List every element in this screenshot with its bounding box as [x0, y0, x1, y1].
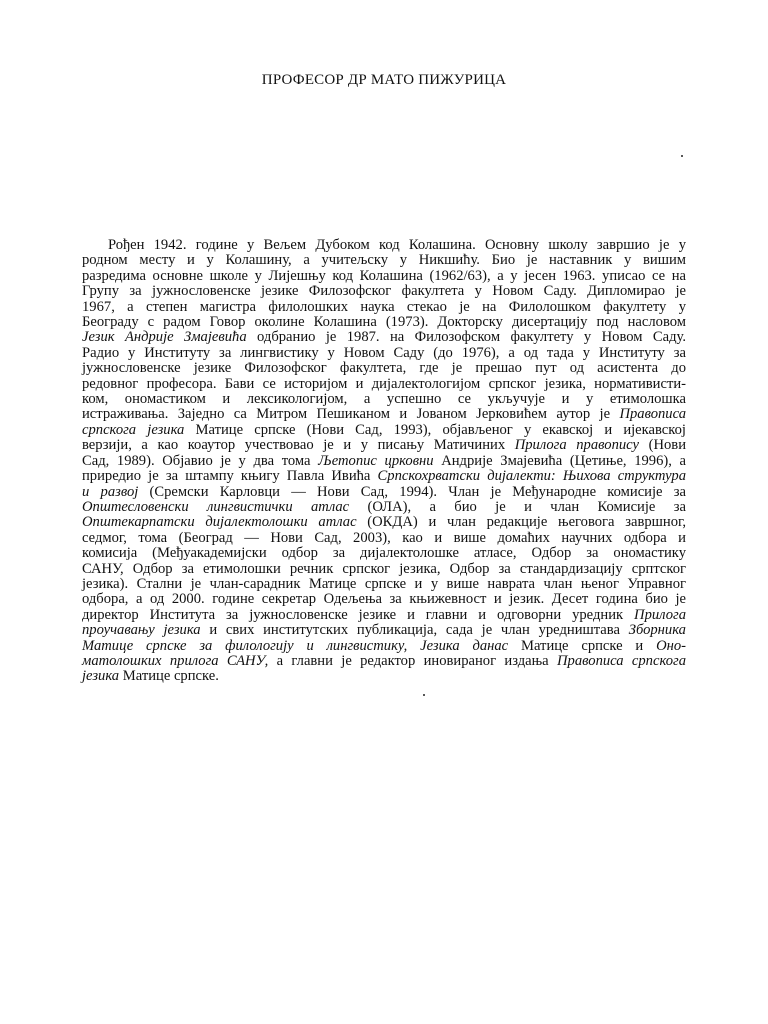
text-line	[82, 330, 686, 345]
text-segment: Рођен 1942. године у Вељем Дубоком код Колашина. Основну школу завршио је у	[108, 237, 686, 253]
text-segment: (Сремски Карловци — Нови Сад, 1994). Члан је Међународне комисије за	[138, 483, 686, 500]
italic-title-text: Оно-	[656, 637, 686, 654]
text-segment: 1967, а степен магистра филолошких наука стекао је на Филолошком факултету у	[82, 298, 686, 315]
text-line	[82, 577, 686, 592]
text-line	[82, 407, 686, 422]
text-segment: Радио у Институту за лингвистику у Новом Саду (до 1976), а од тада у Институту за	[82, 344, 686, 361]
text-line	[82, 392, 686, 407]
text-segment: а главни је редактор иновираног издања	[268, 652, 557, 669]
text-segment: ком, ономастиком и лексикологијом, а успешно се укључује и у етимолошка	[82, 391, 686, 408]
text-segment: Групу за јужнословенске језике Филозофског факултета у Новом Саду. Дипломирао је	[82, 283, 686, 300]
text-segment: приредио је за штампу књигу Павла Ивића	[82, 468, 378, 485]
italic-title-text: Правописа	[619, 406, 686, 423]
text-line	[82, 654, 686, 669]
text-segment: Сад, 1989). Објавио је у два тома	[82, 452, 319, 469]
biography-paragraph	[82, 238, 686, 685]
text-segment: разредима основне школе у Лијешњу код Колашина (1962/63), а у јесен 1963. уписао се на	[82, 267, 686, 284]
text-segment: Матице српске (Нови Сад, 1993), објављеног у екавској и ијекавској	[184, 421, 686, 438]
text-line	[82, 454, 686, 469]
text-line	[82, 423, 686, 438]
text-segment: (ОКДА) и члан редакције његовога завршног,	[356, 514, 686, 531]
italic-title-text: Језик Андрије Змајевића	[82, 329, 247, 346]
text-line	[82, 500, 686, 515]
text-line	[82, 469, 686, 484]
text-line	[82, 284, 686, 299]
italic-title-text: језика	[82, 668, 120, 685]
text-line	[82, 253, 686, 268]
text-line	[82, 623, 686, 638]
text-segment: јужнословенске језике Филозофског факултета, где је прешао пут од асистента до	[82, 360, 686, 377]
page-title: ПРОФЕСОР ДР МАТО ПИЖУРИЦА	[261, 72, 507, 88]
italic-title-text: Општекарпатски дијалектолошки атлас	[82, 514, 357, 531]
text-segment: (ОЛА), а био је и члан Комисије за	[349, 498, 686, 515]
text-line	[82, 315, 686, 330]
italic-title-text: Српскохрватски дијалекти: Њихова структура	[377, 468, 686, 485]
text-segment: истраживања. Заједно са Митром Пешиканом и Јованом Јерковићем аутор је	[82, 406, 620, 423]
italic-title-text: Прилога	[634, 606, 686, 623]
italic-title-text: Прилога правопису	[514, 437, 640, 454]
text-line	[82, 346, 686, 361]
text-segment: верзији, а као коаутор учествовао је и у писању Матичиних	[82, 437, 515, 454]
text-line	[82, 438, 686, 453]
text-segment: (Нови	[639, 437, 687, 454]
text-segment: директор Института за јужнословенске језике и главни и одговорни уредник	[82, 606, 635, 623]
italic-title-text: матолошких прилога САНУ,	[82, 652, 269, 669]
text-line	[82, 608, 686, 623]
text-segment: Београду с радом Говор околине Колашина (1973). Докторску дисертацију под насловом	[82, 314, 686, 331]
text-line	[82, 485, 686, 500]
text-line	[82, 562, 686, 577]
text-line	[82, 531, 686, 546]
italic-title-text: проучавању језика	[82, 622, 201, 639]
text-line	[82, 361, 686, 376]
text-line	[82, 300, 686, 315]
text-segment: Андрије Змајевића (Цетиње, 1996), а	[433, 452, 687, 469]
text-segment: редовног професора. Бави се историјом и дијалектологијом српског језика, нормативисти-	[82, 375, 686, 392]
italic-title-text: Зборника	[628, 622, 686, 639]
text-segment: одбранио је 1987. на Филозофском факултету у Новом Саду.	[246, 329, 687, 346]
text-segment: комисија (Међуакадемијски одбор за дијалектолошке атласе, Одбор за ономастику	[82, 545, 686, 562]
italic-title-text: српскога језика	[82, 421, 185, 438]
italic-title-text: Општесловенски лингвистички	[82, 498, 293, 515]
italic-title-text: Љетопис црковни	[318, 452, 434, 469]
text-segment: језика). Стални је члан-сарадник Матице српске и у више наврата члан њеног Управног	[82, 575, 686, 592]
text-line	[82, 592, 686, 607]
text-segment: родном месту и у Колашину, а учитељску у Никшићу. Био је наставник у вишим	[82, 252, 686, 269]
italic-title-text: Правописа српскога	[557, 652, 686, 669]
scan-speck	[423, 694, 425, 696]
text-line	[82, 238, 686, 253]
scan-speck	[681, 155, 683, 157]
italic-title-text: Матице српске за филологију и лингвистику, Језика данас	[82, 637, 509, 654]
text-segment: САНУ, Одбор за етимолошки речник српског језика, Одбор за стандардизацију срптског	[82, 560, 686, 577]
text-segment: и свих институтских публикација, сада је члан уредништава	[200, 622, 629, 639]
text-line	[82, 639, 686, 654]
text-line	[82, 669, 686, 684]
text-segment	[293, 499, 311, 515]
text-line	[82, 377, 686, 392]
text-line	[82, 269, 686, 284]
italic-title-text: и развој	[82, 483, 139, 500]
text-segment: Матице српске и	[508, 637, 657, 654]
text-line	[82, 546, 686, 561]
italic-title-text: атлас	[310, 498, 350, 515]
text-line	[82, 515, 686, 530]
text-segment: седмог, тома (Београд — Нови Сад, 2003), као и више домаћих научних одбора и	[82, 529, 686, 546]
text-segment: одбора, а од 2000. године секретар Одељења за књижевност и језик. Десет година био је	[82, 591, 686, 608]
text-segment: Матице српске.	[119, 668, 219, 685]
